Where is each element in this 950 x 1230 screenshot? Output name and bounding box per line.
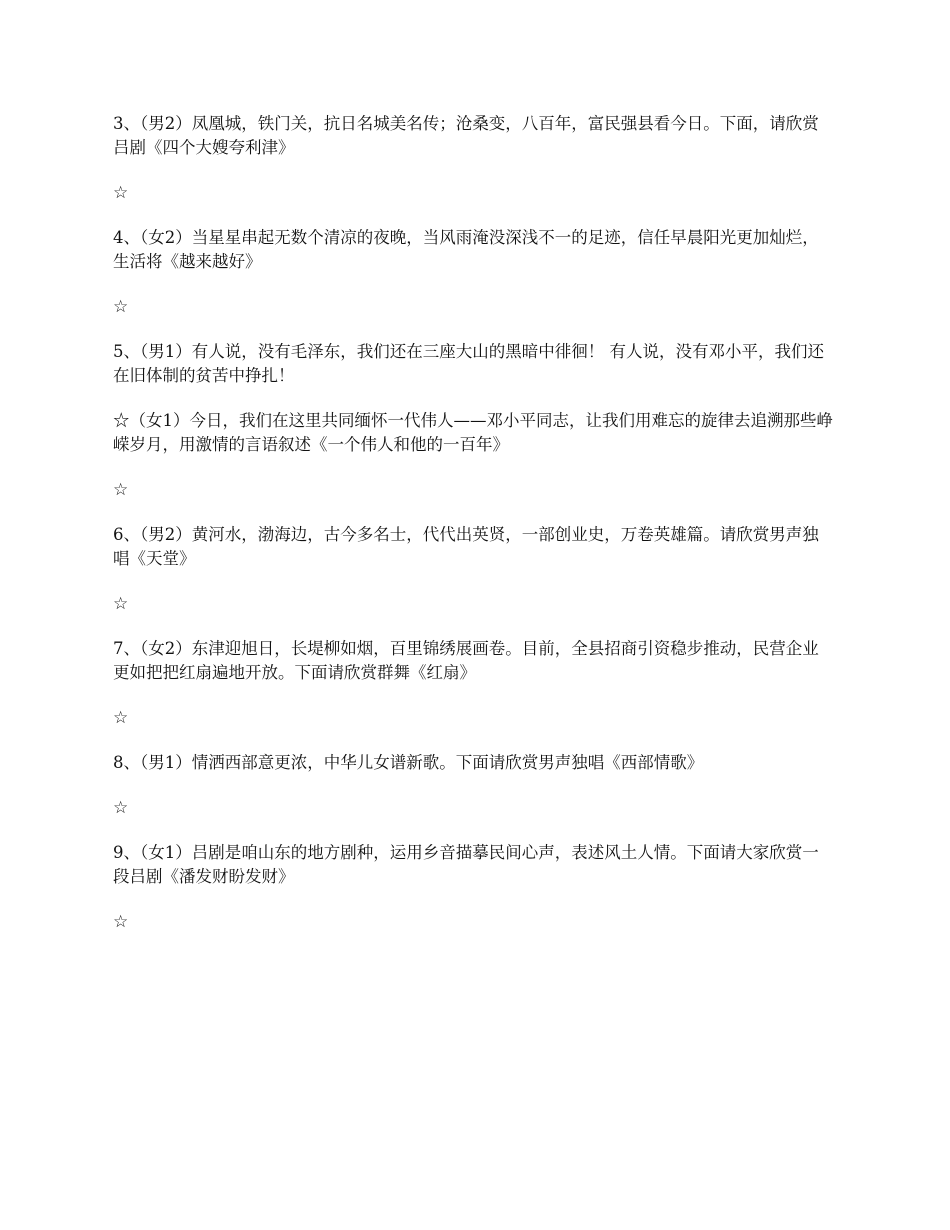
- paragraph-item-4: 4、（女2）当星星串起无数个清凉的夜晚，当风雨淹没深浅不一的足迹，信任早晨阳光更加灿烂，生活将《越来越好》: [113, 228, 819, 271]
- document-page: [113, 112, 835, 955]
- paragraph-item-6: 6、（男2）黄河水，渤海边，古今多名士，代代出英贤，一部创业史，万卷英雄篇。请欣赏男声独唱《天堂》: [113, 525, 819, 568]
- star-separator: ☆: [113, 594, 129, 614]
- star-separator: ☆: [113, 798, 129, 818]
- paragraph-item-8: 8、（男1）情洒西部意更浓，中华儿女谱新歌。下面请欣赏男声独唱《西部情歌》: [113, 753, 704, 772]
- paragraph-item-7: 7、（女2）东津迎旭日，长堤柳如烟，百里锦绣展画卷。目前，全县招商引资稳步推动，民营企业更如把把红扇遍地开放。下面请欣赏群舞《红扇》: [113, 639, 819, 682]
- paragraph-item-5-continued: ☆（女1）今日，我们在这里共同缅怀一代伟人——邓小平同志，让我们用难忘的旋律去追溯那些峥嵘岁月，用激情的言语叙述《一个伟人和他的一百年》: [113, 411, 833, 454]
- paragraph-item-9: 9、（女1）吕剧是咱山东的地方剧种，运用乡音描摹民间心声，表述风土人情。下面请大家欣赏一段吕剧《潘发财盼发财》: [113, 843, 819, 886]
- star-separator: ☆: [113, 912, 129, 932]
- paragraph-item-3: 3、（男2）凤凰城，铁门关，抗日名城美名传；沧桑变，八百年，富民强县看今日。下面，请欣赏吕剧《四个大嫂夸利津》: [113, 114, 819, 157]
- star-separator: ☆: [113, 297, 129, 317]
- star-separator: ☆: [113, 183, 129, 203]
- star-separator: ☆: [113, 480, 129, 500]
- paragraph-item-5: 5、（男1）有人说，没有毛泽东，我们还在三座大山的黑暗中徘徊！ 有人说，没有邓小平，我们还在旧体制的贫苦中挣扎！: [113, 342, 824, 385]
- star-separator: ☆: [113, 708, 129, 728]
